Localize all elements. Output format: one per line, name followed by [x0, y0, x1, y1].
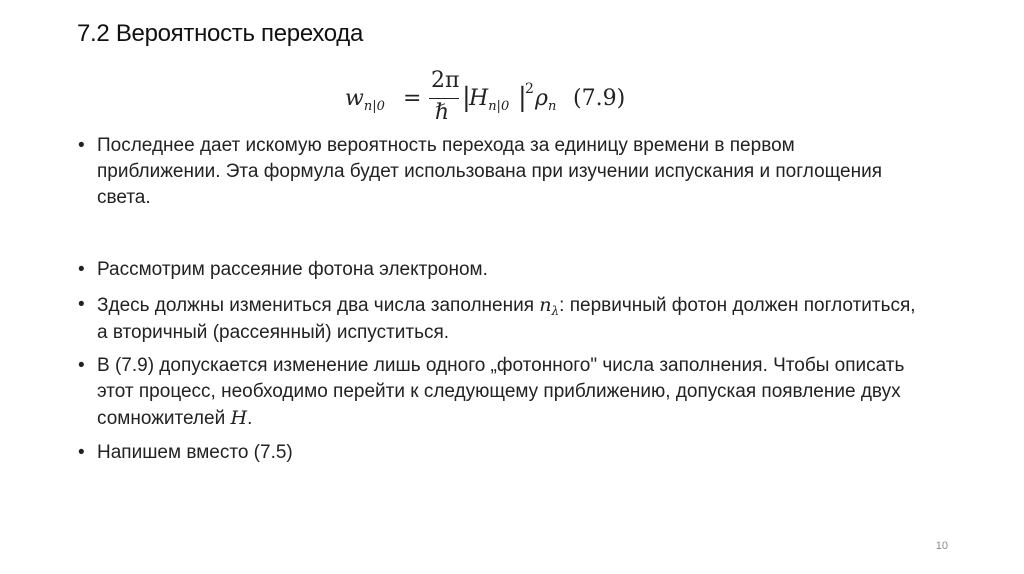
bullet-text: Рассмотрим рассеяние фотона электроном.: [97, 259, 488, 280]
inline-math-n-lambda: $n_\lambda$: [539, 294, 560, 318]
formula-abs-close: |: [518, 83, 527, 113]
slide-title: 7.2 Вероятность перехода: [77, 20, 364, 47]
bullet-marker: •: [78, 442, 85, 463]
formula-abs-open: |: [462, 83, 471, 113]
page-number: 10: [935, 540, 948, 552]
formula-numerator: 2π: [431, 68, 460, 93]
formula-w: $w_{n|0}$: [345, 86, 385, 114]
fraction-bar: [429, 98, 459, 99]
bullet-text: Последнее дает искомую вероятность перехода за единицу времени в первом приближении. Эта формула будет использована при изучении испускания и поглощения света.: [97, 135, 883, 208]
equation-number: (7.9): [573, 86, 626, 111]
formula-rho: $\rho_n$: [535, 86, 557, 114]
bullet-marker: •: [78, 259, 85, 280]
bullet-text: В (7.9) допускается изменение лишь одного „фотонного" числа заполнения. Чтобы описать этот процесс, необходимо перейти к следующему приближению, допуская появление двух сомножителей H.: [97, 355, 905, 429]
formula-power: 2: [525, 81, 534, 97]
formula-equals: =: [403, 86, 422, 111]
bullet-text: Напишем вместо (7.5): [97, 442, 293, 463]
bullet-marker: •: [78, 135, 85, 156]
bullet-text: Здесь должны измениться два числа заполнения $n_\lambda$: первичный фотон должен поглотиться, а вторичный (рассеянный) испуститься.: [97, 294, 916, 343]
formula-H: $H_{n|0}$: [469, 86, 510, 114]
bullet-marker: •: [78, 355, 85, 376]
formula-hbar: ℏ: [435, 100, 450, 125]
inline-math-H: H: [230, 407, 248, 429]
bullet-marker: •: [78, 294, 85, 315]
